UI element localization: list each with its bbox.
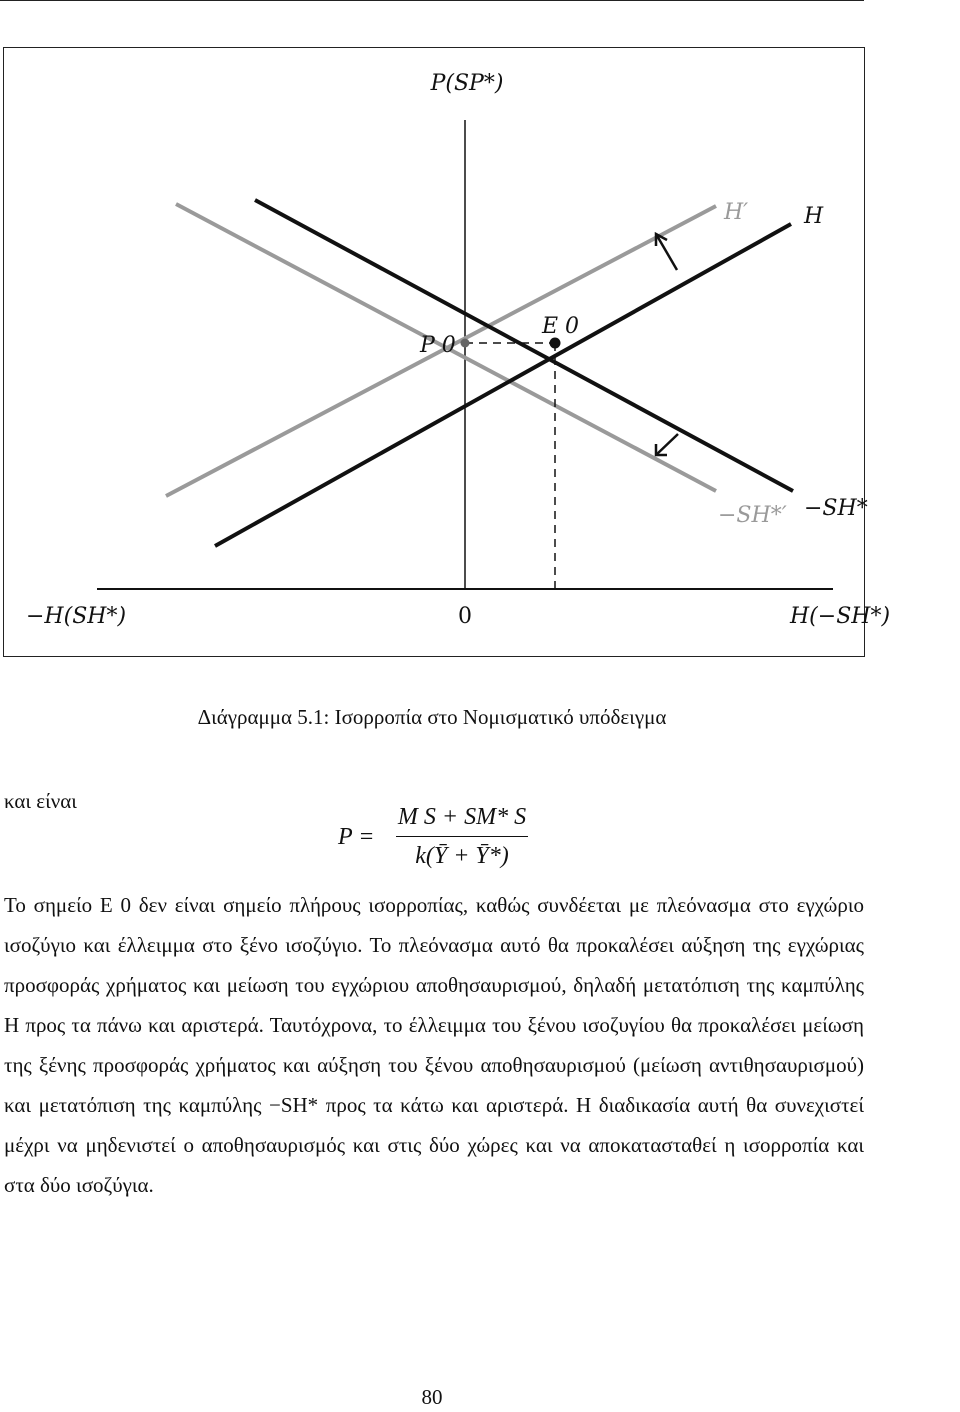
h-label: H <box>804 204 824 229</box>
p0-point <box>461 339 470 348</box>
figure-caption: Διάγραμμα 5.1: Ισορροπία στο Νομισματικό υπόδειγμα <box>197 705 667 729</box>
shift-up-arrow <box>656 234 677 270</box>
sh-star-prime-label: −SH*′ <box>718 503 787 528</box>
page-number: 80 <box>421 1385 443 1409</box>
e0-point <box>550 338 561 349</box>
equation-denominator: k(Ȳ + Ȳ*) <box>415 843 509 869</box>
p0-label: P 0 <box>420 333 456 358</box>
sh-star-curve <box>255 200 793 491</box>
fraction-bar <box>396 836 528 837</box>
x-axis-zero-label: 0 <box>458 604 472 629</box>
equation-lhs: P = <box>338 824 375 850</box>
equation-fraction <box>396 802 528 871</box>
x-axis-right-label: H(−SH*) <box>790 604 891 629</box>
y-axis-label: P(SP*) <box>430 71 504 96</box>
body-paragraph: Το σημείο E 0 δεν είναι σημείο πλήρους ισορροπίας, καθώς συνδέεται με πλεόνασμα στο εγχώριο ισοζύγιο και έλλειμμα στο ξένο ισοζύγιο. Το πλεόνασμα αυτό θα προκαλέσει αύξηση της εγχώριας προσφοράς χρήματος και μείωση του εγχώριου αποθησαυρισμού, δηλαδή μετατόπιση της καμπύλης H προς τα πάνω και αριστερά. Ταυτόχρονα, το έλλειμμα του ξένου ισοζυγίου θα προκαλέσει μείωση της ξένης προσφοράς χρήματος και αύξηση του ξένου αποθησαυρισμού (μείωση αντιθησαυρισμού) και μετατόπιση της καμπύλης −SH* προς τα κάτω και αριστερά. Η διαδικασία αυτή θα συνεχιστεί μέχρι να μηδενιστεί ο αποθησαυρισμός και στις δύο χώρες και να αποκατασταθεί η ισορροπία και στα δύο ισοζύγια. <box>4 893 864 1197</box>
h-prime-label: H′ <box>724 200 749 225</box>
x-axis-left-label: −H(SH*) <box>26 604 127 629</box>
equilibrium-diagram <box>0 0 960 680</box>
shift-down-arrow <box>656 434 678 455</box>
lead-text: και είναι <box>4 789 77 813</box>
sh-star-label: −SH* <box>804 496 868 521</box>
equation-numerator: M S + SM* S <box>397 804 527 830</box>
e0-label: E 0 <box>542 314 580 339</box>
